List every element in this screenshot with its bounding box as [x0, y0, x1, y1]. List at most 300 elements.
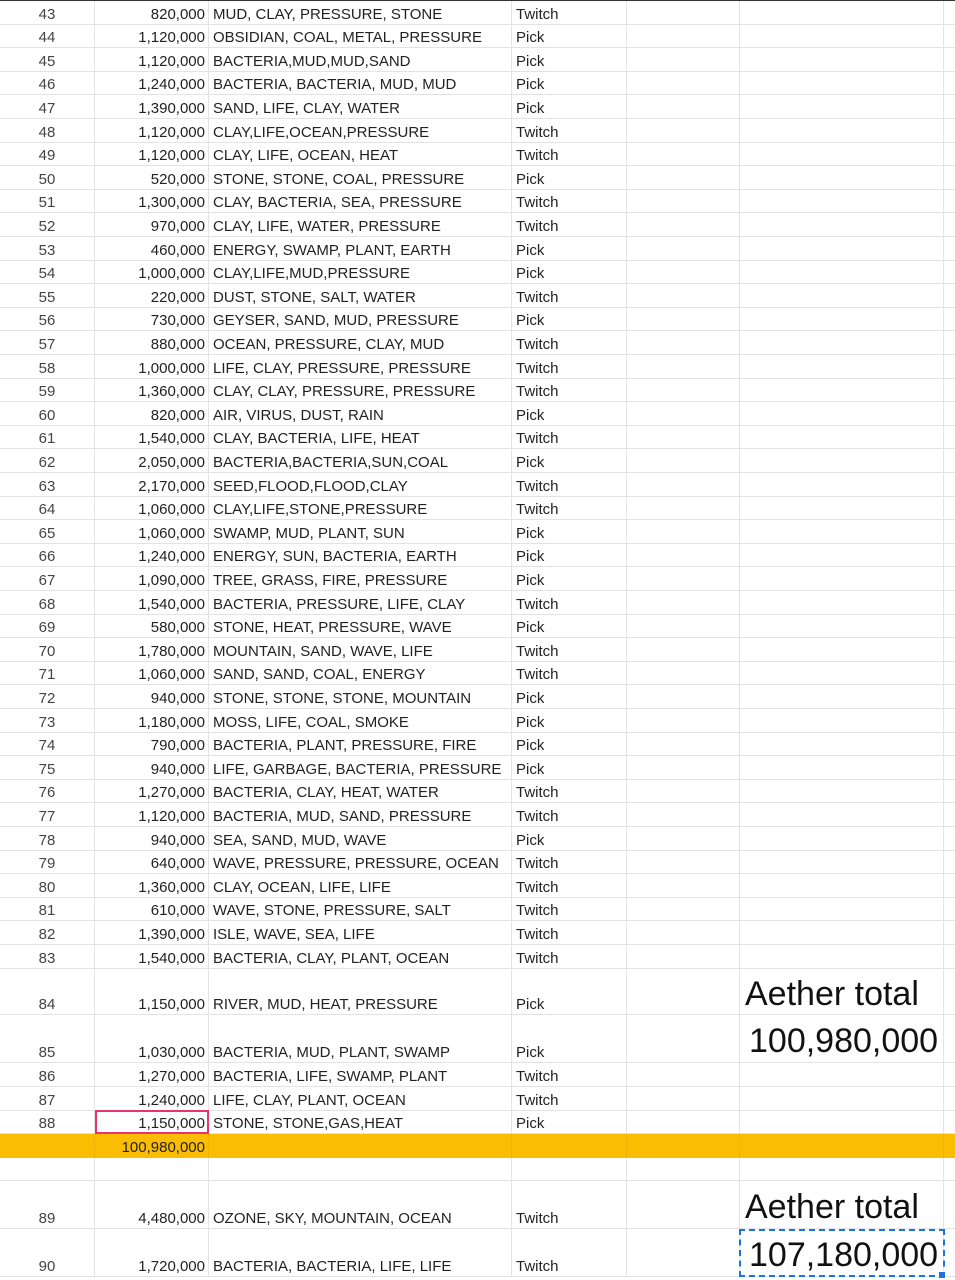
source-cell[interactable]: Twitch — [512, 874, 627, 898]
source-cell[interactable] — [512, 1134, 627, 1158]
value-cell[interactable]: 820,000 — [95, 1, 209, 25]
value-cell[interactable]: 1,150,000 — [95, 967, 209, 1015]
empty-cell[interactable] — [740, 567, 944, 591]
source-cell[interactable]: Pick — [512, 685, 627, 709]
empty-cell[interactable] — [627, 1229, 740, 1277]
empty-cell[interactable] — [944, 261, 955, 285]
source-cell[interactable]: Twitch — [512, 898, 627, 922]
empty-cell[interactable] — [944, 898, 955, 922]
empty-cell[interactable] — [944, 497, 955, 521]
empty-cell[interactable] — [740, 355, 944, 379]
source-cell[interactable]: Pick — [512, 520, 627, 544]
source-cell[interactable]: Twitch — [512, 1063, 627, 1087]
ingredients-cell[interactable]: STONE, HEAT, PRESSURE, WAVE — [209, 615, 512, 639]
ingredients-cell[interactable]: STONE, STONE, STONE, MOUNTAIN — [209, 685, 512, 709]
value-cell[interactable]: 1,090,000 — [95, 567, 209, 591]
empty-cell[interactable] — [944, 709, 955, 733]
empty-cell[interactable] — [627, 473, 740, 497]
row-number-cell[interactable]: 65 — [0, 520, 95, 544]
empty-cell[interactable] — [627, 921, 740, 945]
row-number-cell[interactable]: 80 — [0, 874, 95, 898]
source-cell[interactable]: Pick — [512, 1015, 627, 1063]
ingredients-cell[interactable]: STONE, STONE,GAS,HEAT — [209, 1110, 512, 1134]
value-cell[interactable]: 100,980,000 — [95, 1134, 209, 1158]
empty-cell[interactable] — [627, 638, 740, 662]
empty-cell[interactable] — [627, 1087, 740, 1111]
row-number-cell[interactable]: 85 — [0, 1015, 95, 1063]
ingredients-cell[interactable]: CLAY, OCEAN, LIFE, LIFE — [209, 874, 512, 898]
value-cell[interactable]: 1,720,000 — [95, 1229, 209, 1277]
empty-cell[interactable] — [740, 379, 944, 403]
row-number-cell[interactable]: 67 — [0, 567, 95, 591]
ingredients-cell[interactable]: ENERGY, SUN, BACTERIA, EARTH — [209, 544, 512, 568]
empty-cell[interactable] — [627, 733, 740, 757]
empty-cell[interactable] — [627, 284, 740, 308]
row-number-cell[interactable]: 55 — [0, 284, 95, 308]
empty-cell[interactable] — [740, 143, 944, 167]
empty-cell[interactable] — [627, 967, 740, 1015]
ingredients-cell[interactable]: BACTERIA, CLAY, HEAT, WATER — [209, 780, 512, 804]
source-cell[interactable]: Twitch — [512, 1, 627, 25]
empty-cell[interactable] — [740, 945, 944, 969]
empty-cell[interactable] — [944, 638, 955, 662]
empty-cell[interactable] — [944, 72, 955, 96]
empty-cell[interactable] — [627, 945, 740, 969]
empty-cell[interactable] — [627, 119, 740, 143]
ingredients-cell[interactable]: LIFE, CLAY, PRESSURE, PRESSURE — [209, 355, 512, 379]
ingredients-cell[interactable]: CLAY,LIFE,OCEAN,PRESSURE — [209, 119, 512, 143]
source-cell[interactable]: Twitch — [512, 355, 627, 379]
ingredients-cell[interactable]: MUD, CLAY, PRESSURE, STONE — [209, 1, 512, 25]
source-cell[interactable]: Pick — [512, 827, 627, 851]
ingredients-cell[interactable]: ISLE, WAVE, SEA, LIFE — [209, 921, 512, 945]
source-cell[interactable]: Twitch — [512, 662, 627, 686]
row-number-cell[interactable]: 47 — [0, 95, 95, 119]
empty-cell[interactable] — [627, 308, 740, 332]
empty-cell[interactable] — [944, 1063, 955, 1087]
empty-cell[interactable] — [944, 1134, 955, 1158]
value-cell[interactable]: 1,240,000 — [95, 72, 209, 96]
value-cell[interactable]: 1,120,000 — [95, 48, 209, 72]
row-number-cell[interactable]: 82 — [0, 921, 95, 945]
empty-cell[interactable] — [944, 331, 955, 355]
row-number-cell[interactable]: 76 — [0, 780, 95, 804]
row-number-cell[interactable]: 64 — [0, 497, 95, 521]
row-number-cell[interactable] — [0, 1134, 95, 1158]
empty-cell[interactable] — [944, 284, 955, 308]
row-number-cell[interactable]: 84 — [0, 967, 95, 1015]
empty-cell[interactable] — [627, 237, 740, 261]
value-cell[interactable]: 460,000 — [95, 237, 209, 261]
value-cell[interactable]: 1,390,000 — [95, 921, 209, 945]
empty-cell[interactable] — [740, 1134, 944, 1158]
ingredients-cell[interactable]: AIR, VIRUS, DUST, RAIN — [209, 402, 512, 426]
row-number-cell[interactable]: 69 — [0, 615, 95, 639]
empty-cell[interactable] — [627, 780, 740, 804]
empty-cell[interactable] — [944, 143, 955, 167]
source-cell[interactable]: Pick — [512, 967, 627, 1015]
empty-cell[interactable] — [627, 1, 740, 25]
empty-cell[interactable] — [944, 1110, 955, 1134]
row-number-cell[interactable]: 60 — [0, 402, 95, 426]
source-cell[interactable]: Twitch — [512, 190, 627, 214]
empty-cell[interactable] — [944, 851, 955, 875]
source-cell[interactable]: Twitch — [512, 426, 627, 450]
value-cell[interactable]: 1,120,000 — [95, 803, 209, 827]
source-cell[interactable]: Pick — [512, 709, 627, 733]
empty-cell[interactable] — [627, 1110, 740, 1134]
empty-cell[interactable] — [740, 921, 944, 945]
source-cell[interactable]: Twitch — [512, 803, 627, 827]
empty-cell[interactable] — [627, 803, 740, 827]
value-cell[interactable]: 1,270,000 — [95, 1063, 209, 1087]
empty-cell[interactable] — [627, 402, 740, 426]
row-number-cell[interactable]: 89 — [0, 1181, 95, 1229]
empty-cell[interactable] — [740, 544, 944, 568]
empty-cell[interactable] — [740, 685, 944, 709]
empty-cell[interactable] — [627, 497, 740, 521]
ingredients-cell[interactable]: OZONE, SKY, MOUNTAIN, OCEAN — [209, 1181, 512, 1229]
value-cell[interactable]: 1,060,000 — [95, 662, 209, 686]
source-cell[interactable]: Twitch — [512, 780, 627, 804]
empty-cell[interactable] — [944, 967, 955, 1015]
empty-cell[interactable] — [944, 1015, 955, 1063]
value-cell[interactable]: 610,000 — [95, 898, 209, 922]
row-number-cell[interactable]: 57 — [0, 331, 95, 355]
empty-cell[interactable] — [740, 733, 944, 757]
empty-cell[interactable] — [740, 851, 944, 875]
fill-handle[interactable] — [938, 1271, 946, 1279]
empty-cell[interactable] — [944, 780, 955, 804]
empty-cell[interactable] — [740, 95, 944, 119]
ingredients-cell[interactable]: SEA, SAND, MUD, WAVE — [209, 827, 512, 851]
value-cell[interactable]: 640,000 — [95, 851, 209, 875]
empty-cell[interactable] — [627, 143, 740, 167]
row-number-cell[interactable]: 72 — [0, 685, 95, 709]
empty-cell[interactable] — [627, 615, 740, 639]
empty-cell[interactable] — [740, 402, 944, 426]
ingredients-cell[interactable] — [209, 1134, 512, 1158]
empty-cell[interactable] — [740, 213, 944, 237]
empty-cell[interactable] — [627, 874, 740, 898]
ingredients-cell[interactable]: CLAY, LIFE, OCEAN, HEAT — [209, 143, 512, 167]
ingredients-cell[interactable]: BACTERIA,BACTERIA,SUN,COAL — [209, 449, 512, 473]
empty-cell[interactable] — [944, 95, 955, 119]
row-number-cell[interactable]: 90 — [0, 1229, 95, 1277]
ingredients-cell[interactable]: BACTERIA, MUD, SAND, PRESSURE — [209, 803, 512, 827]
value-cell[interactable]: 1,360,000 — [95, 379, 209, 403]
source-cell[interactable]: Pick — [512, 567, 627, 591]
row-number-cell[interactable]: 56 — [0, 308, 95, 332]
empty-cell[interactable] — [740, 1087, 944, 1111]
empty-cell[interactable] — [740, 803, 944, 827]
empty-cell[interactable] — [627, 709, 740, 733]
value-cell[interactable]: 1,120,000 — [95, 143, 209, 167]
value-cell[interactable]: 970,000 — [95, 213, 209, 237]
source-cell[interactable]: Twitch — [512, 945, 627, 969]
empty-cell[interactable] — [944, 591, 955, 615]
source-cell[interactable]: Pick — [512, 166, 627, 190]
value-cell[interactable]: 820,000 — [95, 402, 209, 426]
empty-cell[interactable] — [944, 308, 955, 332]
empty-cell[interactable] — [944, 402, 955, 426]
empty-cell[interactable] — [740, 520, 944, 544]
value-cell[interactable]: 1,780,000 — [95, 638, 209, 662]
empty-cell[interactable] — [944, 1158, 955, 1181]
empty-cell[interactable] — [627, 25, 740, 49]
empty-cell[interactable] — [627, 1158, 740, 1181]
empty-cell[interactable] — [740, 261, 944, 285]
empty-cell[interactable] — [627, 355, 740, 379]
ingredients-cell[interactable]: STONE, STONE, COAL, PRESSURE — [209, 166, 512, 190]
row-number-cell[interactable]: 66 — [0, 544, 95, 568]
ingredients-cell[interactable]: GEYSER, SAND, MUD, PRESSURE — [209, 308, 512, 332]
source-cell[interactable]: Twitch — [512, 143, 627, 167]
empty-cell[interactable] — [944, 119, 955, 143]
ingredients-cell[interactable] — [209, 1158, 512, 1181]
row-number-cell[interactable]: 58 — [0, 355, 95, 379]
source-cell[interactable]: Twitch — [512, 851, 627, 875]
source-cell[interactable]: Pick — [512, 544, 627, 568]
source-cell[interactable]: Twitch — [512, 1181, 627, 1229]
row-number-cell[interactable]: 74 — [0, 733, 95, 757]
empty-cell[interactable] — [627, 898, 740, 922]
source-cell[interactable]: Twitch — [512, 284, 627, 308]
row-number-cell[interactable]: 52 — [0, 213, 95, 237]
ingredients-cell[interactable]: WAVE, STONE, PRESSURE, SALT — [209, 898, 512, 922]
ingredients-cell[interactable]: OCEAN, PRESSURE, CLAY, MUD — [209, 331, 512, 355]
row-number-cell[interactable]: 48 — [0, 119, 95, 143]
value-cell[interactable]: 1,060,000 — [95, 497, 209, 521]
row-number-cell[interactable]: 78 — [0, 827, 95, 851]
empty-cell[interactable] — [627, 520, 740, 544]
value-cell[interactable]: 1,300,000 — [95, 190, 209, 214]
row-number-cell[interactable]: 86 — [0, 1063, 95, 1087]
ingredients-cell[interactable]: DUST, STONE, SALT, WATER — [209, 284, 512, 308]
value-cell[interactable]: 1,270,000 — [95, 780, 209, 804]
empty-cell[interactable] — [944, 379, 955, 403]
row-number-cell[interactable]: 88 — [0, 1110, 95, 1134]
value-cell[interactable]: 1,000,000 — [95, 261, 209, 285]
row-number-cell[interactable]: 59 — [0, 379, 95, 403]
empty-cell[interactable] — [740, 72, 944, 96]
ingredients-cell[interactable]: BACTERIA, CLAY, PLANT, OCEAN — [209, 945, 512, 969]
value-cell[interactable]: 4,480,000 — [95, 1181, 209, 1229]
empty-cell[interactable] — [627, 213, 740, 237]
empty-cell[interactable] — [944, 921, 955, 945]
empty-cell[interactable] — [627, 591, 740, 615]
value-cell[interactable]: 1,000,000 — [95, 355, 209, 379]
source-cell[interactable]: Twitch — [512, 331, 627, 355]
empty-cell[interactable] — [740, 119, 944, 143]
source-cell[interactable] — [512, 1158, 627, 1181]
empty-cell[interactable] — [740, 473, 944, 497]
empty-cell[interactable] — [627, 190, 740, 214]
value-cell[interactable]: 730,000 — [95, 308, 209, 332]
empty-cell[interactable] — [627, 261, 740, 285]
row-number-cell[interactable] — [0, 1158, 95, 1181]
empty-cell[interactable] — [944, 166, 955, 190]
empty-cell[interactable] — [627, 827, 740, 851]
value-cell[interactable]: 1,150,000 — [95, 1110, 209, 1134]
empty-cell[interactable] — [944, 1, 955, 25]
empty-cell[interactable] — [944, 355, 955, 379]
row-number-cell[interactable]: 46 — [0, 72, 95, 96]
empty-cell[interactable] — [740, 591, 944, 615]
source-cell[interactable]: Pick — [512, 25, 627, 49]
source-cell[interactable]: Twitch — [512, 591, 627, 615]
value-cell[interactable]: 790,000 — [95, 733, 209, 757]
empty-cell[interactable] — [627, 166, 740, 190]
ingredients-cell[interactable]: BACTERIA,MUD,MUD,SAND — [209, 48, 512, 72]
empty-cell[interactable] — [740, 25, 944, 49]
empty-cell[interactable] — [740, 48, 944, 72]
empty-cell[interactable] — [740, 1158, 944, 1181]
empty-cell[interactable] — [740, 756, 944, 780]
source-cell[interactable]: Pick — [512, 615, 627, 639]
ingredients-cell[interactable]: BACTERIA, BACTERIA, MUD, MUD — [209, 72, 512, 96]
ingredients-cell[interactable]: WAVE, PRESSURE, PRESSURE, OCEAN — [209, 851, 512, 875]
empty-cell[interactable] — [944, 756, 955, 780]
empty-cell[interactable] — [627, 1134, 740, 1158]
ingredients-cell[interactable]: BACTERIA, PRESSURE, LIFE, CLAY — [209, 591, 512, 615]
value-cell[interactable]: 1,390,000 — [95, 95, 209, 119]
ingredients-cell[interactable]: LIFE, CLAY, PLANT, OCEAN — [209, 1087, 512, 1111]
empty-cell[interactable] — [944, 213, 955, 237]
empty-cell[interactable] — [627, 685, 740, 709]
empty-cell[interactable] — [627, 95, 740, 119]
source-cell[interactable]: Pick — [512, 261, 627, 285]
value-cell[interactable]: 1,120,000 — [95, 119, 209, 143]
value-cell[interactable]: 520,000 — [95, 166, 209, 190]
source-cell[interactable]: Twitch — [512, 213, 627, 237]
row-number-cell[interactable]: 45 — [0, 48, 95, 72]
source-cell[interactable]: Pick — [512, 95, 627, 119]
source-cell[interactable]: Twitch — [512, 1229, 627, 1277]
source-cell[interactable]: Twitch — [512, 497, 627, 521]
source-cell[interactable]: Twitch — [512, 1087, 627, 1111]
row-number-cell[interactable]: 83 — [0, 945, 95, 969]
ingredients-cell[interactable]: BACTERIA, PLANT, PRESSURE, FIRE — [209, 733, 512, 757]
empty-cell[interactable] — [944, 544, 955, 568]
empty-cell[interactable] — [740, 497, 944, 521]
source-cell[interactable]: Pick — [512, 402, 627, 426]
row-number-cell[interactable]: 44 — [0, 25, 95, 49]
row-number-cell[interactable]: 70 — [0, 638, 95, 662]
value-cell[interactable]: 940,000 — [95, 827, 209, 851]
value-cell[interactable]: 220,000 — [95, 284, 209, 308]
empty-cell[interactable] — [740, 1, 944, 25]
empty-cell[interactable] — [944, 874, 955, 898]
empty-cell[interactable] — [740, 237, 944, 261]
ingredients-cell[interactable]: ENERGY, SWAMP, PLANT, EARTH — [209, 237, 512, 261]
empty-cell[interactable] — [627, 567, 740, 591]
value-cell[interactable]: 1,030,000 — [95, 1015, 209, 1063]
row-number-cell[interactable]: 62 — [0, 449, 95, 473]
value-cell[interactable]: 1,360,000 — [95, 874, 209, 898]
empty-cell[interactable] — [740, 331, 944, 355]
empty-cell[interactable] — [627, 851, 740, 875]
empty-cell[interactable] — [740, 874, 944, 898]
ingredients-cell[interactable]: MOUNTAIN, SAND, WAVE, LIFE — [209, 638, 512, 662]
empty-cell[interactable] — [944, 1229, 955, 1277]
empty-cell[interactable] — [740, 827, 944, 851]
ingredients-cell[interactable]: CLAY, BACTERIA, LIFE, HEAT — [209, 426, 512, 450]
empty-cell[interactable] — [627, 48, 740, 72]
empty-cell[interactable] — [944, 827, 955, 851]
row-number-cell[interactable]: 87 — [0, 1087, 95, 1111]
row-number-cell[interactable]: 81 — [0, 898, 95, 922]
empty-cell[interactable] — [627, 426, 740, 450]
empty-cell[interactable] — [944, 190, 955, 214]
value-cell[interactable]: 940,000 — [95, 756, 209, 780]
value-cell[interactable]: 1,180,000 — [95, 709, 209, 733]
value-cell[interactable] — [95, 1158, 209, 1181]
value-cell[interactable]: 1,240,000 — [95, 1087, 209, 1111]
empty-cell[interactable] — [627, 1181, 740, 1229]
empty-cell[interactable] — [627, 379, 740, 403]
empty-cell[interactable] — [740, 190, 944, 214]
empty-cell[interactable] — [627, 662, 740, 686]
ingredients-cell[interactable]: LIFE, GARBAGE, BACTERIA, PRESSURE — [209, 756, 512, 780]
value-cell[interactable]: 1,060,000 — [95, 520, 209, 544]
row-number-cell[interactable]: 77 — [0, 803, 95, 827]
empty-cell[interactable] — [944, 48, 955, 72]
empty-cell[interactable] — [740, 709, 944, 733]
ingredients-cell[interactable]: CLAY, LIFE, WATER, PRESSURE — [209, 213, 512, 237]
value-cell[interactable]: 580,000 — [95, 615, 209, 639]
empty-cell[interactable] — [944, 662, 955, 686]
empty-cell[interactable] — [740, 1063, 944, 1087]
ingredients-cell[interactable]: RIVER, MUD, HEAT, PRESSURE — [209, 967, 512, 1015]
ingredients-cell[interactable]: OBSIDIAN, COAL, METAL, PRESSURE — [209, 25, 512, 49]
empty-cell[interactable] — [944, 803, 955, 827]
empty-cell[interactable] — [740, 1110, 944, 1134]
value-cell[interactable]: 1,540,000 — [95, 945, 209, 969]
row-number-cell[interactable]: 75 — [0, 756, 95, 780]
empty-cell[interactable] — [944, 1181, 955, 1229]
empty-cell[interactable] — [740, 426, 944, 450]
source-cell[interactable]: Pick — [512, 756, 627, 780]
row-number-cell[interactable]: 68 — [0, 591, 95, 615]
empty-cell[interactable] — [740, 662, 944, 686]
row-number-cell[interactable]: 54 — [0, 261, 95, 285]
ingredients-cell[interactable]: CLAY, BACTERIA, SEA, PRESSURE — [209, 190, 512, 214]
empty-cell[interactable] — [944, 1087, 955, 1111]
ingredients-cell[interactable]: SEED,FLOOD,FLOOD,CLAY — [209, 473, 512, 497]
source-cell[interactable]: Twitch — [512, 638, 627, 662]
row-number-cell[interactable]: 63 — [0, 473, 95, 497]
value-cell[interactable]: 2,050,000 — [95, 449, 209, 473]
ingredients-cell[interactable]: CLAY,LIFE,MUD,PRESSURE — [209, 261, 512, 285]
empty-cell[interactable] — [944, 615, 955, 639]
row-number-cell[interactable]: 79 — [0, 851, 95, 875]
ingredients-cell[interactable]: SWAMP, MUD, PLANT, SUN — [209, 520, 512, 544]
row-number-cell[interactable]: 71 — [0, 662, 95, 686]
row-number-cell[interactable]: 43 — [0, 1, 95, 25]
empty-cell[interactable] — [627, 1015, 740, 1063]
value-cell[interactable]: 880,000 — [95, 331, 209, 355]
ingredients-cell[interactable]: BACTERIA, LIFE, SWAMP, PLANT — [209, 1063, 512, 1087]
ingredients-cell[interactable]: MOSS, LIFE, COAL, SMOKE — [209, 709, 512, 733]
source-cell[interactable]: Twitch — [512, 379, 627, 403]
source-cell[interactable]: Pick — [512, 449, 627, 473]
source-cell[interactable]: Pick — [512, 237, 627, 261]
empty-cell[interactable] — [944, 449, 955, 473]
empty-cell[interactable] — [627, 756, 740, 780]
empty-cell[interactable] — [627, 544, 740, 568]
source-cell[interactable]: Pick — [512, 48, 627, 72]
